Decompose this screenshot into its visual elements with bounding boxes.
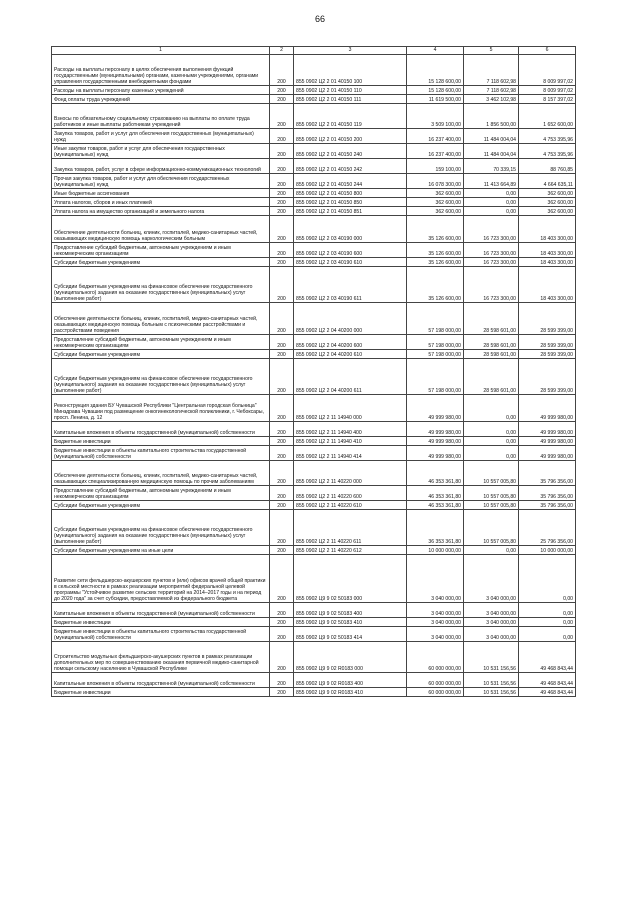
row-name-cell: Расходы на выплаты персоналу в целях обеспечения выполнения функций государственными (муниципальными) органами, казенными учреждениями, органами управления государственными внебюджетными фондами	[52, 55, 270, 86]
row-code-cell: 200	[270, 104, 294, 129]
executed-amount-cell: 0,00	[464, 189, 519, 198]
unexecuted-amount-cell: 0,00	[519, 603, 576, 618]
table-row	[52, 267, 576, 303]
row-code-cell: 200	[270, 86, 294, 95]
table-row	[52, 86, 576, 95]
budget-classification-code-cell: 855 0902 Ц9 9 02 50183 000	[294, 555, 407, 603]
approved-amount-cell: 159 100,00	[407, 159, 464, 174]
approved-amount-cell: 35 126 600,00	[407, 258, 464, 267]
table-row	[52, 95, 576, 104]
budget-execution-table	[51, 46, 576, 697]
unexecuted-amount-cell: 49 468 843,44	[519, 642, 576, 673]
executed-amount-cell: 0,00	[464, 395, 519, 422]
page-number: 66	[314, 14, 325, 24]
approved-amount-cell: 10 000 000,00	[407, 546, 464, 555]
unexecuted-amount-cell: 49 999 980,00	[519, 446, 576, 461]
executed-amount-cell: 11 484 004,04	[464, 129, 519, 144]
executed-amount-cell: 0,00	[464, 437, 519, 446]
approved-amount-cell: 57 198 000,00	[407, 359, 464, 395]
row-code-cell: 200	[270, 627, 294, 642]
budget-classification-code-cell: 855 0902 Ц2 2 11 14940 000	[294, 395, 407, 422]
budget-classification-code-cell: 855 0902 Ц2 2 03 40190 610	[294, 258, 407, 267]
budget-classification-code-cell: 855 0902 Ц2 2 01 40150 851	[294, 207, 407, 216]
column-header: 6	[519, 47, 576, 55]
unexecuted-amount-cell: 362 600,00	[519, 189, 576, 198]
budget-classification-code-cell: 855 0902 Ц2 2 01 40150 111	[294, 95, 407, 104]
budget-classification-code-cell: 855 0902 Ц9 9 02 R0183 410	[294, 688, 407, 697]
column-header: 4	[407, 47, 464, 55]
row-name-cell: Субсидии бюджетным учреждениям на финансовое обеспечение государственного (муниципального) задания на оказание государственных (муниципальных) услуг (выполнение работ)	[52, 267, 270, 303]
budget-classification-code-cell: 855 0902 Ц2 2 01 40150 240	[294, 144, 407, 159]
budget-classification-code-cell: 855 0902 Ц2 2 04 40200 611	[294, 359, 407, 395]
row-code-cell: 200	[270, 555, 294, 603]
budget-classification-code-cell: 855 0902 Ц2 2 11 40220 611	[294, 510, 407, 546]
row-name-cell: Капитальные вложения в объекты государственной (муниципальной) собственности	[52, 603, 270, 618]
approved-amount-cell: 35 126 600,00	[407, 267, 464, 303]
unexecuted-amount-cell: 35 796 356,00	[519, 486, 576, 501]
unexecuted-amount-cell: 8 157 397,02	[519, 95, 576, 104]
executed-amount-cell: 7 118 602,98	[464, 55, 519, 86]
row-name-cell: Предоставление субсидий бюджетным, автономным учреждениям и иным некоммерческим организациям	[52, 486, 270, 501]
unexecuted-amount-cell: 4 753 395,96	[519, 129, 576, 144]
row-code-cell: 200	[270, 618, 294, 627]
row-name-cell: Бюджетные инвестиции	[52, 688, 270, 697]
budget-classification-code-cell: 855 0902 Ц2 2 11 14940 414	[294, 446, 407, 461]
budget-classification-code-cell: 855 0902 Ц2 2 03 40190 611	[294, 267, 407, 303]
row-code-cell: 200	[270, 198, 294, 207]
row-name-cell: Обеспечение деятельности больниц, клиник, госпиталей, медико-санитарных частей, оказывающих медицинскую помощь наркологическим больным	[52, 216, 270, 243]
row-name-cell: Строительство модульных фельдшерско-акушерских пунктов в рамках реализации дополнительных мер по совершенствованию оказания первичной медико-санитарной помощи сельскому населению в Чувашской Республике	[52, 642, 270, 673]
approved-amount-cell: 11 619 500,00	[407, 95, 464, 104]
row-name-cell: Предоставление субсидий бюджетным, автономным учреждениям и иным некоммерческим организациям	[52, 335, 270, 350]
executed-amount-cell: 0,00	[464, 198, 519, 207]
table-row	[52, 486, 576, 501]
unexecuted-amount-cell: 362 600,00	[519, 198, 576, 207]
table-row	[52, 501, 576, 510]
executed-amount-cell: 10 557 005,80	[464, 486, 519, 501]
approved-amount-cell: 49 999 980,00	[407, 422, 464, 437]
table-row	[52, 510, 576, 546]
table-row	[52, 189, 576, 198]
row-name-cell: Субсидии бюджетным учреждениям на иные цели	[52, 546, 270, 555]
budget-classification-code-cell: 855 0902 Ц2 2 01 40150 119	[294, 104, 407, 129]
table-row	[52, 461, 576, 486]
executed-amount-cell: 7 118 602,98	[464, 86, 519, 95]
table-row	[52, 159, 576, 174]
row-code-cell: 200	[270, 673, 294, 688]
executed-amount-cell: 16 723 300,00	[464, 243, 519, 258]
approved-amount-cell: 46 353 361,80	[407, 486, 464, 501]
column-header: 1	[52, 47, 270, 55]
unexecuted-amount-cell: 28 599 399,00	[519, 350, 576, 359]
unexecuted-amount-cell: 362 600,00	[519, 207, 576, 216]
approved-amount-cell: 16 078 300,00	[407, 174, 464, 189]
unexecuted-amount-cell: 1 652 600,00	[519, 104, 576, 129]
approved-amount-cell: 3 509 100,00	[407, 104, 464, 129]
executed-amount-cell: 10 531 156,56	[464, 673, 519, 688]
budget-classification-code-cell: 855 0902 Ц9 9 02 R0183 000	[294, 642, 407, 673]
approved-amount-cell: 57 198 000,00	[407, 303, 464, 335]
executed-amount-cell: 10 557 005,80	[464, 501, 519, 510]
table-row	[52, 216, 576, 243]
budget-classification-code-cell: 855 0902 Ц2 2 11 40220 612	[294, 546, 407, 555]
approved-amount-cell: 3 040 000,00	[407, 603, 464, 618]
approved-amount-cell: 3 040 000,00	[407, 555, 464, 603]
table-row	[52, 642, 576, 673]
row-name-cell: Субсидии бюджетным учреждениям	[52, 350, 270, 359]
row-name-cell: Развитие сети фельдшерско-акушерских пунктов и (или) офисов врачей общей практики в сельской местности в рамках реализации мероприятий федеральной целевой программы "Устойчивое развитие сельских территорий на 2014–2017 годы и на период до 2020 года" за счет субсидии, предоставляемой из федерального бюджета	[52, 555, 270, 603]
approved-amount-cell: 15 128 600,00	[407, 55, 464, 86]
executed-amount-cell: 28 598 601,00	[464, 359, 519, 395]
row-code-cell: 200	[270, 55, 294, 86]
row-name-cell: Субсидии бюджетным учреждениям	[52, 258, 270, 267]
executed-amount-cell: 3 040 000,00	[464, 603, 519, 618]
row-code-cell: 200	[270, 422, 294, 437]
table-row	[52, 55, 576, 86]
table-body	[52, 55, 576, 697]
row-code-cell: 200	[270, 303, 294, 335]
executed-amount-cell: 0,00	[464, 422, 519, 437]
row-code-cell: 200	[270, 510, 294, 546]
row-code-cell: 200	[270, 335, 294, 350]
table-row	[52, 144, 576, 159]
row-code-cell: 200	[270, 129, 294, 144]
table-row	[52, 174, 576, 189]
approved-amount-cell: 49 999 980,00	[407, 446, 464, 461]
table-row	[52, 422, 576, 437]
row-code-cell: 200	[270, 546, 294, 555]
row-code-cell: 200	[270, 144, 294, 159]
table-row	[52, 104, 576, 129]
executed-amount-cell: 16 723 300,00	[464, 267, 519, 303]
approved-amount-cell: 36 353 361,80	[407, 510, 464, 546]
executed-amount-cell: 16 723 300,00	[464, 216, 519, 243]
row-code-cell: 200	[270, 501, 294, 510]
budget-classification-code-cell: 855 0902 Ц2 2 11 40220 610	[294, 501, 407, 510]
unexecuted-amount-cell: 28 599 399,00	[519, 359, 576, 395]
row-code-cell: 200	[270, 688, 294, 697]
column-number-row	[52, 47, 576, 55]
table-row	[52, 546, 576, 555]
approved-amount-cell: 16 237 400,00	[407, 129, 464, 144]
unexecuted-amount-cell: 0,00	[519, 627, 576, 642]
approved-amount-cell: 46 353 361,80	[407, 461, 464, 486]
unexecuted-amount-cell: 35 796 356,00	[519, 501, 576, 510]
budget-classification-code-cell: 855 0902 Ц2 2 01 40150 100	[294, 55, 407, 86]
approved-amount-cell: 35 126 600,00	[407, 216, 464, 243]
unexecuted-amount-cell: 10 000 000,00	[519, 546, 576, 555]
approved-amount-cell: 60 000 000,00	[407, 688, 464, 697]
executed-amount-cell: 11 413 664,89	[464, 174, 519, 189]
budget-classification-code-cell: 855 0902 Ц9 9 02 R0183 400	[294, 673, 407, 688]
budget-classification-code-cell: 855 0902 Ц9 9 02 50183 414	[294, 627, 407, 642]
approved-amount-cell: 60 000 000,00	[407, 642, 464, 673]
row-code-cell: 200	[270, 461, 294, 486]
executed-amount-cell: 10 557 005,80	[464, 461, 519, 486]
executed-amount-cell: 3 040 000,00	[464, 555, 519, 603]
row-name-cell: Капитальные вложения в объекты государственной (муниципальной) собственности	[52, 673, 270, 688]
table-row	[52, 673, 576, 688]
row-code-cell: 200	[270, 207, 294, 216]
row-name-cell: Закупка товаров, работ, услуг в сфере информационно-коммуникационных технологий	[52, 159, 270, 174]
unexecuted-amount-cell: 25 796 356,00	[519, 510, 576, 546]
row-name-cell: Субсидии бюджетным учреждениям	[52, 501, 270, 510]
row-name-cell: Прочая закупка товаров, работ и услуг для обеспечения государственных (муниципальных) нужд	[52, 174, 270, 189]
budget-classification-code-cell: 855 0902 Ц2 2 01 40150 244	[294, 174, 407, 189]
executed-amount-cell: 3 462 102,98	[464, 95, 519, 104]
table-row	[52, 350, 576, 359]
approved-amount-cell: 57 198 000,00	[407, 335, 464, 350]
budget-classification-code-cell: 855 0902 Ц2 2 11 40220 600	[294, 486, 407, 501]
budget-classification-code-cell: 855 0902 Ц2 2 01 40150 800	[294, 189, 407, 198]
row-code-cell: 200	[270, 95, 294, 104]
table-row	[52, 129, 576, 144]
row-name-cell: Бюджетные инвестиции	[52, 618, 270, 627]
unexecuted-amount-cell: 49 468 843,44	[519, 688, 576, 697]
row-code-cell: 200	[270, 603, 294, 618]
budget-classification-code-cell: 855 0902 Ц2 2 04 40200 600	[294, 335, 407, 350]
approved-amount-cell: 49 999 980,00	[407, 437, 464, 446]
budget-classification-code-cell: 855 0902 Ц2 2 04 40200 610	[294, 350, 407, 359]
approved-amount-cell: 362 600,00	[407, 198, 464, 207]
table-row	[52, 243, 576, 258]
column-header: 2	[270, 47, 294, 55]
budget-classification-code-cell: 855 0902 Ц2 2 01 40150 110	[294, 86, 407, 95]
table-row	[52, 303, 576, 335]
row-name-cell: Предоставление субсидий бюджетным, автономным учреждениям и иным некоммерческим организациям	[52, 243, 270, 258]
budget-classification-code-cell: 855 0902 Ц2 2 04 40200 000	[294, 303, 407, 335]
row-code-cell: 200	[270, 189, 294, 198]
unexecuted-amount-cell: 35 796 356,00	[519, 461, 576, 486]
approved-amount-cell: 362 600,00	[407, 207, 464, 216]
executed-amount-cell: 28 598 601,00	[464, 350, 519, 359]
row-name-cell: Расходы на выплаты персоналу казенных учреждений	[52, 86, 270, 95]
executed-amount-cell: 28 598 601,00	[464, 303, 519, 335]
executed-amount-cell: 70 339,15	[464, 159, 519, 174]
table-row	[52, 395, 576, 422]
table-row	[52, 207, 576, 216]
row-name-cell: Иные бюджетные ассигнования	[52, 189, 270, 198]
executed-amount-cell: 16 723 300,00	[464, 258, 519, 267]
executed-amount-cell: 28 598 601,00	[464, 335, 519, 350]
unexecuted-amount-cell: 49 468 843,44	[519, 673, 576, 688]
table-row	[52, 688, 576, 697]
executed-amount-cell: 0,00	[464, 546, 519, 555]
executed-amount-cell: 10 557 005,80	[464, 510, 519, 546]
approved-amount-cell: 362 600,00	[407, 189, 464, 198]
row-name-cell: Фонд оплаты труда учреждений	[52, 95, 270, 104]
budget-classification-code-cell: 855 0902 Ц2 2 03 40190 600	[294, 243, 407, 258]
budget-classification-code-cell: 855 0902 Ц2 2 11 40220 000	[294, 461, 407, 486]
row-name-cell: Уплата налога на имущество организаций и земельного налога	[52, 207, 270, 216]
unexecuted-amount-cell: 0,00	[519, 618, 576, 627]
approved-amount-cell: 3 040 000,00	[407, 618, 464, 627]
approved-amount-cell: 16 237 400,00	[407, 144, 464, 159]
row-name-cell: Субсидии бюджетным учреждениям на финансовое обеспечение государственного (муниципального) задания на оказание государственных (муниципальных) услуг (выполнение работ)	[52, 359, 270, 395]
table-row	[52, 258, 576, 267]
column-header: 3	[294, 47, 407, 55]
table-row	[52, 618, 576, 627]
budget-classification-code-cell: 855 0902 Ц2 2 11 14940 400	[294, 422, 407, 437]
approved-amount-cell: 46 353 361,80	[407, 501, 464, 510]
approved-amount-cell: 60 000 000,00	[407, 673, 464, 688]
table-row	[52, 335, 576, 350]
approved-amount-cell: 35 126 600,00	[407, 243, 464, 258]
approved-amount-cell: 15 128 600,00	[407, 86, 464, 95]
budget-classification-code-cell: 855 0902 Ц9 9 02 50183 410	[294, 618, 407, 627]
unexecuted-amount-cell: 18 403 300,00	[519, 258, 576, 267]
unexecuted-amount-cell: 18 403 300,00	[519, 216, 576, 243]
unexecuted-amount-cell: 18 403 300,00	[519, 267, 576, 303]
row-name-cell: Обеспечение деятельности больниц, клиник, госпиталей, медико-санитарных частей, оказывающих медицинскую помощь больным с психическими расстройствами и расстройствами поведения	[52, 303, 270, 335]
unexecuted-amount-cell: 4 664 635,11	[519, 174, 576, 189]
table-row	[52, 198, 576, 207]
row-code-cell: 200	[270, 446, 294, 461]
budget-classification-code-cell: 855 0902 Ц2 2 01 40150 242	[294, 159, 407, 174]
table-row	[52, 359, 576, 395]
row-name-cell: Капитальные вложения в объекты государственной (муниципальной) собственности	[52, 422, 270, 437]
table-row	[52, 446, 576, 461]
row-code-cell: 200	[270, 642, 294, 673]
unexecuted-amount-cell: 8 009 997,02	[519, 86, 576, 95]
unexecuted-amount-cell: 18 403 300,00	[519, 243, 576, 258]
row-code-cell: 200	[270, 243, 294, 258]
table-row	[52, 627, 576, 642]
budget-classification-code-cell: 855 0902 Ц9 9 02 50183 400	[294, 603, 407, 618]
row-name-cell: Бюджетные инвестиции	[52, 437, 270, 446]
column-header: 5	[464, 47, 519, 55]
row-name-cell: Уплата налогов, сборов и иных платежей	[52, 198, 270, 207]
executed-amount-cell: 3 040 000,00	[464, 627, 519, 642]
row-code-cell: 200	[270, 437, 294, 446]
row-name-cell: Закупка товаров, работ и услуг для обеспечения государственных (муниципальных) нужд	[52, 129, 270, 144]
row-code-cell: 200	[270, 159, 294, 174]
row-name-cell: Иные закупки товаров, работ и услуг для обеспечения государственных (муниципальных) нужд	[52, 144, 270, 159]
row-code-cell: 200	[270, 350, 294, 359]
unexecuted-amount-cell: 28 599 399,00	[519, 303, 576, 335]
table-row	[52, 555, 576, 603]
unexecuted-amount-cell: 8 009 997,02	[519, 55, 576, 86]
unexecuted-amount-cell: 28 599 399,00	[519, 335, 576, 350]
row-code-cell: 200	[270, 267, 294, 303]
executed-amount-cell: 0,00	[464, 446, 519, 461]
budget-classification-code-cell: 855 0902 Ц2 2 01 40150 850	[294, 198, 407, 207]
approved-amount-cell: 3 040 000,00	[407, 627, 464, 642]
unexecuted-amount-cell: 88 760,85	[519, 159, 576, 174]
table-row	[52, 603, 576, 618]
budget-classification-code-cell: 855 0902 Ц2 2 01 40150 200	[294, 129, 407, 144]
row-name-cell: Реконструкция здания БУ Чувашской Республики "Центральная городская больница" Минздрава Чувашии под размещение онкогинекологической поликлиники, г. Чебоксары, просп. Ленина, д. 12	[52, 395, 270, 422]
row-code-cell: 200	[270, 258, 294, 267]
executed-amount-cell: 1 856 500,00	[464, 104, 519, 129]
row-code-cell: 200	[270, 486, 294, 501]
row-code-cell: 200	[270, 359, 294, 395]
row-name-cell: Субсидии бюджетным учреждениям на финансовое обеспечение государственного (муниципального) задания на оказание государственных (муниципальных) услуг (выполнение работ)	[52, 510, 270, 546]
table-row	[52, 437, 576, 446]
row-name-cell: Обеспечение деятельности больниц, клиник, госпиталей, медико-санитарных частей, оказывающих специализированную медицинскую помощь по прочим заболеваниям	[52, 461, 270, 486]
approved-amount-cell: 49 999 980,00	[407, 395, 464, 422]
row-code-cell: 200	[270, 216, 294, 243]
executed-amount-cell: 0,00	[464, 207, 519, 216]
budget-classification-code-cell: 855 0902 Ц2 2 03 40190 000	[294, 216, 407, 243]
unexecuted-amount-cell: 4 753 395,96	[519, 144, 576, 159]
budget-classification-code-cell: 855 0902 Ц2 2 11 14940 410	[294, 437, 407, 446]
approved-amount-cell: 57 198 000,00	[407, 350, 464, 359]
row-code-cell: 200	[270, 395, 294, 422]
unexecuted-amount-cell: 0,00	[519, 555, 576, 603]
row-name-cell: Бюджетные инвестиции в объекты капитального строительства государственной (муниципальной) собственности	[52, 627, 270, 642]
row-name-cell: Взносы по обязательному социальному страхованию на выплаты по оплате труда работников и иные выплаты работникам учреждений	[52, 104, 270, 129]
executed-amount-cell: 10 531 156,56	[464, 688, 519, 697]
executed-amount-cell: 11 484 004,04	[464, 144, 519, 159]
unexecuted-amount-cell: 49 999 980,00	[519, 395, 576, 422]
executed-amount-cell: 3 040 000,00	[464, 618, 519, 627]
row-code-cell: 200	[270, 174, 294, 189]
unexecuted-amount-cell: 49 999 980,00	[519, 437, 576, 446]
unexecuted-amount-cell: 49 999 980,00	[519, 422, 576, 437]
executed-amount-cell: 10 531 156,56	[464, 642, 519, 673]
row-name-cell: Бюджетные инвестиции в объекты капитального строительства государственной (муниципальной) собственности	[52, 446, 270, 461]
